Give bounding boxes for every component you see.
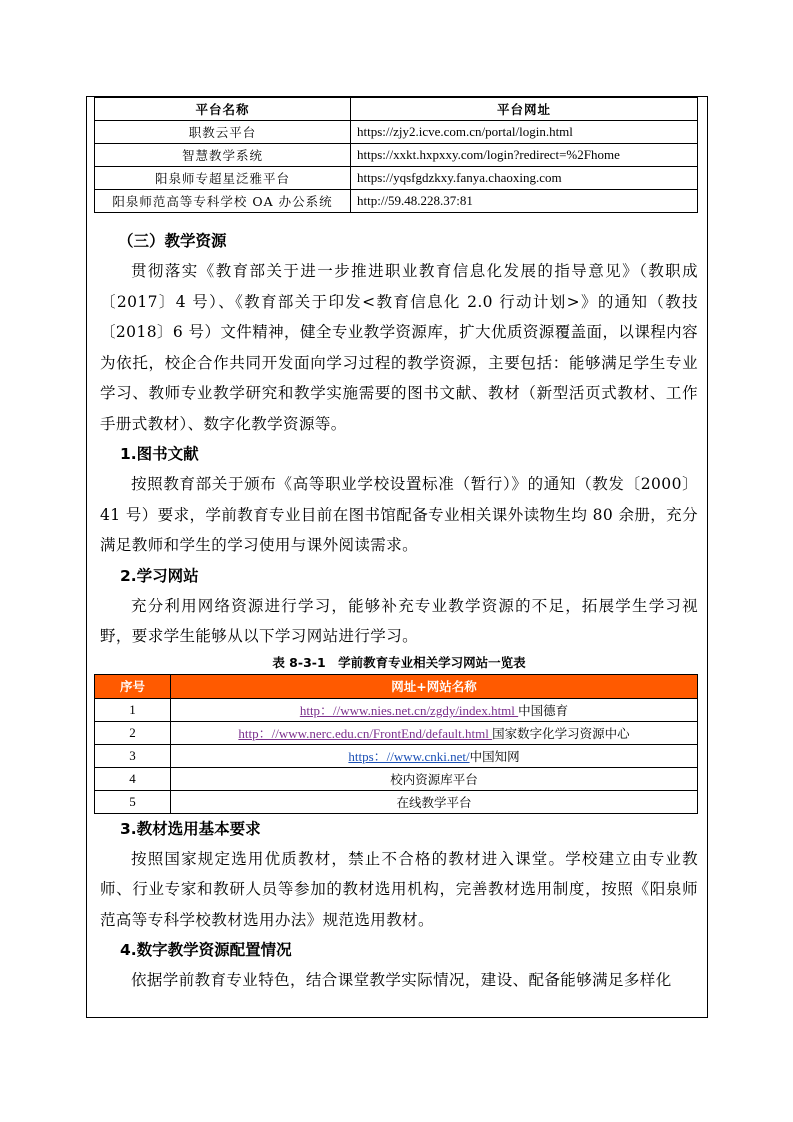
table-row	[95, 721, 698, 744]
website-name: 国家数字化学习资源中心	[492, 726, 630, 741]
row-number: 3	[95, 744, 171, 767]
platform-table	[94, 97, 698, 213]
subsection-heading: 3.教材选用基本要求	[120, 819, 261, 838]
column-header-number: 序号	[95, 674, 171, 698]
document-body	[100, 226, 698, 996]
table-row	[95, 144, 698, 167]
row-number: 2	[95, 721, 171, 744]
website-cell	[171, 767, 698, 790]
platform-name: 职教云平台	[95, 121, 351, 144]
platform-url[interactable]: https://zjy2.icve.com.cn/portal/login.html	[351, 121, 698, 144]
platform-url[interactable]: http://59.48.228.37:81	[351, 190, 698, 213]
table-header-row	[95, 674, 698, 698]
website-link[interactable]: http：//www.nerc.edu.cn/FrontEnd/default.html	[238, 726, 493, 741]
table-caption: 表 8-3-1 学前教育专业相关学习网站一览表	[272, 654, 526, 670]
platform-name: 阳泉师专超星泛雅平台	[95, 167, 351, 190]
table-row	[95, 790, 698, 813]
subsection-heading: 4.数字教学资源配置情况	[120, 941, 292, 959]
website-name: 中国德育	[518, 703, 569, 718]
platform-name: 智慧教学系统	[95, 144, 351, 167]
section-paragraph: 贯彻落实《教育部关于进一步推进职业教育信息化发展的指导意见》（教职成〔2017〕4 号）、《教育部关于印发<教育信息化 2.0 行动计划>》的通知（教技〔2018〕6 号）文件精神，健全专业教学资源库，扩大优质资源覆盖面，以课程内容为依托，校企合作共同开发面向学习过程的教学资源，主要包括：能够满足学生专业学习、教师专业教学研究和教学实施需要的图书文献、教材（新型活页式教材、工作手册式教材）、数字化教学资源等。	[100, 262, 698, 433]
table-row	[95, 744, 698, 767]
website-cell	[171, 698, 698, 721]
website-name: 校内资源库平台	[390, 771, 478, 787]
column-header-platform-name: 平台名称	[95, 98, 351, 121]
column-header-website: 网址+网站名称	[171, 674, 698, 698]
column-header-platform-url: 平台网址	[351, 98, 698, 121]
website-link[interactable]: https：//www.cnki.net/	[348, 749, 470, 764]
platform-url[interactable]: https://xxkt.hxpxxy.com/login?redirect=%2Fhome	[351, 144, 698, 167]
subsection-paragraph: 按照教育部关于颁布《高等职业学校设置标准（暂行）》的通知（教发〔2000〕41 号）要求，学前教育专业目前在图书馆配备专业相关课外读物生均 80 余册，充分满足教师和学生的学习使用与课外阅读需求。	[100, 475, 698, 554]
website-name: 在线教学平台	[396, 794, 472, 810]
platform-name: 阳泉师范高等专科学校 OA 办公系统	[95, 190, 351, 213]
section-heading: （三）教学资源	[118, 232, 227, 250]
subsection-paragraph: 依据学前教育专业特色，结合课堂教学实际情况，建设、配备能够满足多样化	[131, 971, 672, 989]
row-number: 4	[95, 767, 171, 790]
table-row	[95, 121, 698, 144]
table-row	[95, 767, 698, 790]
table-header-row	[95, 98, 698, 121]
website-cell	[171, 790, 698, 813]
website-cell	[171, 744, 698, 767]
subsection-heading: 2.学习网站	[120, 566, 199, 585]
table-row	[95, 190, 698, 213]
subsection-paragraph: 充分利用网络资源进行学习，能够补充专业教学资源的不足，拓展学生学习视野，要求学生能够从以下学习网站进行学习。	[100, 596, 698, 645]
table-row	[95, 698, 698, 721]
website-name: 中国知网	[469, 749, 520, 764]
platform-url[interactable]: https://yqsfgdzkxy.fanya.chaoxing.com	[351, 167, 698, 190]
subsection-paragraph: 按照国家规定选用优质教材，禁止不合格的教材进入课堂。学校建立由专业教师、行业专家和教研人员等参加的教材选用机构，完善教材选用制度，按照《阳泉师范高等专科学校教材选用办法》规范选用教材。	[100, 849, 698, 929]
row-number: 5	[95, 790, 171, 813]
subsection-heading: 1.图书文献	[120, 445, 199, 463]
table-row	[95, 167, 698, 190]
website-table	[94, 674, 698, 814]
row-number: 1	[95, 698, 171, 721]
website-link[interactable]: http：//www.nies.net.cn/zgdy/index.html	[299, 703, 519, 718]
website-cell	[171, 721, 698, 744]
